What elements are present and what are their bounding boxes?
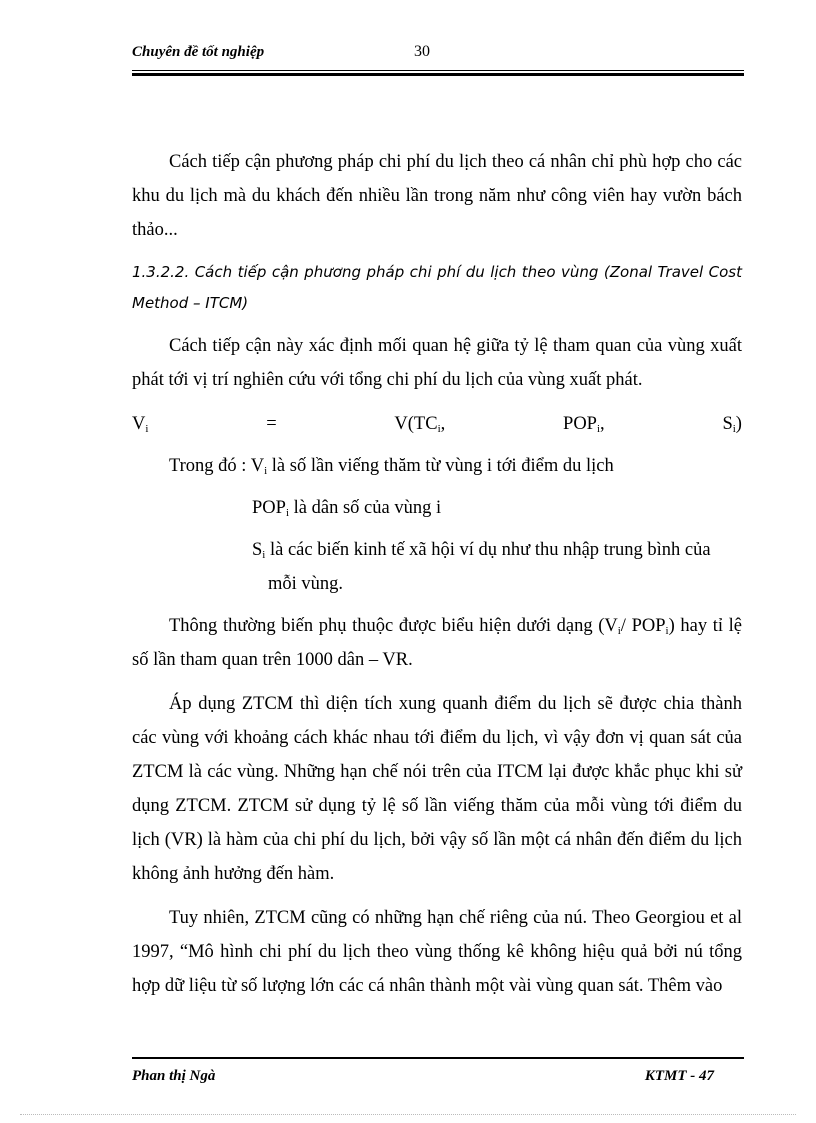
header-rule-thin [132,70,744,71]
formula-equals: = [266,414,277,434]
paragraph-individual-method: Cách tiếp cận phương pháp chi phí du lịch theo cá nhân chỉ phù hợp cho các khu du lịch mà du khách đến nhiều lần trong năm như công viên hay vườn bách thảo... [132,152,742,240]
paragraph-zonal-definition: Cách tiếp cận này xác định mối quan hệ giữa tỷ lệ tham quan của vùng xuất phát tới vị trí nghiên cứu với tổng chi phí du lịch của vùng xuất phát. [132,336,742,390]
header-rule-thick [132,73,744,76]
paragraph-ztcm-limitations: Tuy nhiên, ZTCM cũng có những hạn chế riêng của nú. Theo Georgiou et al 1997, “Mô hình chi phí du lịch theo vùng thống kê không hiệu quả bởi nú tổng hợp dữ liệu từ số lượng lớn các cá nhân thành một vài vùng quan sát. Thêm vào [132,908,742,996]
footer-class: KTMT - 47 [644,1068,714,1084]
page-footer [132,1057,744,1097]
page-header [132,40,744,80]
formula-term-tc: $V(TC_i$, [394,414,446,435]
formula-term-pop: $POP_i$, [563,414,605,435]
document-title: Chuyên đề tốt nghiệp [132,44,265,60]
paragraph-dependent-variable: Thông thường biến phụ thuộc được biểu hiện dưới dạng ($V_i/$ $POP_i$) hay tỉ lệ số lần tham quan trên 1000 dân – VR. [132,616,742,670]
footer-author: Phan thị Ngà [132,1068,216,1084]
formula-lhs: $V_i$ [132,414,149,435]
page-body [132,145,742,1013]
definition-si: $S_i$ là các biến kinh tế xã hội ví dụ như thu nhập trung bình của mỗi vùng. [252,540,711,594]
page-number: 30 [414,43,430,60]
definition-popi: $POP_i$ là dân số của vùng i [252,498,442,519]
formula-term-s: $S_i$) [722,414,742,435]
paragraph-ztcm-application: Áp dụng ZTCM thì diện tích xung quanh điểm du lịch sẽ được chia thành các vùng với khoảng cách khác nhau tới điểm du lịch, vì vậy đơn vị quan sát của ZTCM là các vùng. Những hạn chế nói trên của ITCM lại được khắc phục khi sử dụng ZTCM. ZTCM sử dụng tỷ lệ số lần viếng thăm của mỗi vùng tới điểm du lịch (VR) là hàm của chi phí du lịch, bởi vậy số lần một cá nhân đến điểm du lịch không ảnh hưởng đến hàm. [132,694,742,884]
page-edge-divider [20,1114,796,1115]
footer-rule [132,1057,744,1059]
definition-vi: Trong đó : $V_i$ là số lần viếng thăm từ vùng i tới điểm du lịch [169,456,614,477]
formula-line [132,407,742,441]
section-heading-zonal-method: 1.3.2.2. Cách tiếp cận phương pháp chi phí du lịch theo vùng (Zonal Travel Cost Method – ITCM) [132,263,742,312]
